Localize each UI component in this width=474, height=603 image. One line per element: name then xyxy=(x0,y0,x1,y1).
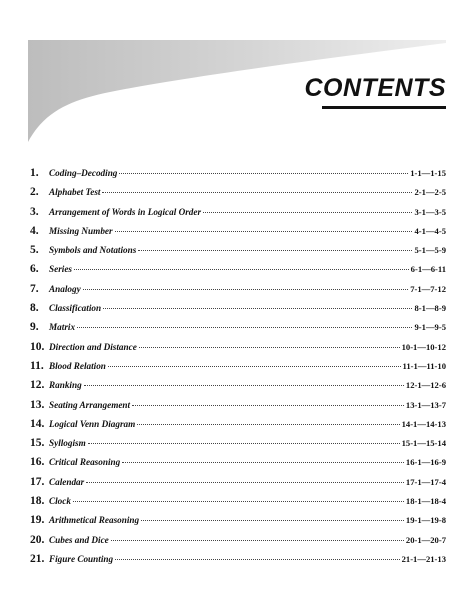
toc-entry-number: 5. xyxy=(30,244,39,257)
toc-dot-leader xyxy=(103,308,412,309)
toc-dot-leader xyxy=(88,443,400,444)
toc-dot-leader xyxy=(111,540,404,541)
toc-entry xyxy=(30,341,446,360)
toc-entry-page-range: 13-1—13-7 xyxy=(405,399,446,410)
toc-entry-title: Series xyxy=(49,264,72,275)
toc-entry xyxy=(30,244,446,263)
toc-entry-page-range: 6-1—6-11 xyxy=(410,264,446,275)
toc-entry-page-range: 9-1—9-5 xyxy=(414,322,446,333)
toc-dot-leader xyxy=(119,173,408,174)
toc-entry-page-range: 17-1—17-4 xyxy=(405,476,446,487)
toc-entry xyxy=(30,225,446,244)
toc-entry-title: Logical Venn Diagram xyxy=(49,418,136,429)
toc-entry-title: Figure Counting xyxy=(49,553,114,564)
toc-entry xyxy=(30,476,446,495)
toc-entry-title: Syllogism xyxy=(49,438,86,449)
toc-entry-page-range: 12-1—12-6 xyxy=(405,380,446,391)
toc-dot-leader xyxy=(132,405,404,406)
toc-dot-leader xyxy=(74,269,409,270)
toc-dot-leader xyxy=(108,366,401,367)
toc-dot-leader xyxy=(138,250,412,251)
toc-entry-page-range: 10-1—10-12 xyxy=(401,341,446,352)
toc-entry-title: Classification xyxy=(49,303,102,314)
toc-entry-number: 6. xyxy=(30,263,39,276)
toc-entry-number: 15. xyxy=(30,437,45,450)
toc-entry-title: Coding–Decoding xyxy=(49,168,118,178)
toc-entry-page-range: 19-1—19-8 xyxy=(405,515,446,526)
toc-entry-number: 14. xyxy=(30,417,45,430)
toc-entry-page-range: 2-1—2-5 xyxy=(414,187,446,198)
toc-entry-number: 16. xyxy=(30,456,45,469)
toc-entry-title: Critical Reasoning xyxy=(49,457,121,468)
toc-entry xyxy=(30,399,446,418)
toc-entry-number: 12. xyxy=(30,379,45,392)
toc-dot-leader xyxy=(115,559,400,560)
toc-dot-leader xyxy=(115,231,413,232)
toc-entry-number: 11. xyxy=(30,359,44,372)
toc-entry xyxy=(30,360,446,379)
toc-dot-leader xyxy=(77,327,412,328)
toc-entry xyxy=(30,514,446,533)
toc-entry xyxy=(30,437,446,456)
toc-entry-number: 4. xyxy=(30,224,39,237)
toc-entry xyxy=(30,167,446,186)
toc-entry-page-range: 7-1—7-12 xyxy=(410,283,446,294)
toc-entry xyxy=(30,283,446,302)
toc-entry-number: 17. xyxy=(30,475,45,488)
toc-entry-title: Direction and Distance xyxy=(49,341,137,352)
toc-entry xyxy=(30,553,446,572)
toc-entry-page-range: 20-1—20-7 xyxy=(405,534,446,545)
toc-entry-number: 9. xyxy=(30,321,39,334)
toc-dot-leader xyxy=(84,385,404,386)
toc-entry-number: 19. xyxy=(30,514,45,527)
toc-entry-title: Symbols and Notations xyxy=(49,245,137,256)
toc-entry-number: 20. xyxy=(30,533,45,546)
toc-entry-page-range: 3-1—3-5 xyxy=(414,206,446,217)
table-of-contents xyxy=(30,167,446,572)
toc-dot-leader xyxy=(137,424,399,425)
toc-entry-page-range: 16-1—16-9 xyxy=(405,457,446,468)
toc-entry-page-range: 8-1—8-9 xyxy=(414,303,446,314)
toc-entry-title: Alphabet Test xyxy=(49,187,101,198)
toc-entry xyxy=(30,418,446,437)
toc-entry-title: Matrix xyxy=(49,322,76,333)
toc-entry-title: Arithmetical Reasoning xyxy=(49,515,140,526)
title-underline xyxy=(322,106,446,109)
toc-entry-page-range: 15-1—15-14 xyxy=(401,438,446,449)
toc-entry-number: 8. xyxy=(30,302,39,315)
toc-entry xyxy=(30,321,446,340)
toc-entry-number: 3. xyxy=(30,205,39,218)
toc-entry-title: Clock xyxy=(49,496,71,507)
toc-entry-title: Calendar xyxy=(49,476,85,487)
toc-entry-title: Analogy xyxy=(49,283,81,294)
toc-entry xyxy=(30,379,446,398)
toc-entry-page-range: 1-1—1-15 xyxy=(410,168,446,178)
toc-entry xyxy=(30,456,446,475)
toc-entry-title: Arrangement of Words in Logical Order xyxy=(49,206,202,217)
toc-entry-page-range: 18-1—18-4 xyxy=(405,496,446,507)
toc-entry-number: 18. xyxy=(30,495,45,508)
toc-entry-page-range: 5-1—5-9 xyxy=(414,245,446,256)
toc-dot-leader xyxy=(203,212,412,213)
toc-dot-leader xyxy=(139,347,400,348)
toc-entry-title: Blood Relation xyxy=(49,360,106,371)
toc-entry-title: Cubes and Dice xyxy=(49,534,109,545)
toc-entry-title: Seating Arrangement xyxy=(49,399,131,410)
toc-entry xyxy=(30,495,446,514)
toc-entry xyxy=(30,302,446,321)
toc-dot-leader xyxy=(73,501,404,502)
page-title: CONTENTS xyxy=(304,74,446,102)
toc-entry-number: 1. xyxy=(30,167,39,179)
toc-entry-number: 7. xyxy=(30,282,39,295)
toc-dot-leader xyxy=(102,192,412,193)
toc-entry-page-range: 11-1—11-10 xyxy=(402,360,446,371)
toc-entry-title: Missing Number xyxy=(49,225,113,236)
toc-dot-leader xyxy=(86,482,404,483)
toc-entry xyxy=(30,206,446,225)
toc-entry xyxy=(30,186,446,205)
toc-entry-number: 10. xyxy=(30,340,45,353)
toc-dot-leader xyxy=(83,289,409,290)
toc-entry-title: Ranking xyxy=(49,380,82,391)
toc-entry-number: 13. xyxy=(30,398,45,411)
toc-entry-number: 2. xyxy=(30,186,39,199)
toc-dot-leader xyxy=(122,462,404,463)
toc-entry-page-range: 4-1—4-5 xyxy=(414,225,446,236)
toc-entry-page-range: 21-1—21-13 xyxy=(401,553,446,564)
toc-entry-number: 21. xyxy=(30,552,45,565)
toc-dot-leader xyxy=(141,520,404,521)
toc-entry-page-range: 14-1—14-13 xyxy=(401,418,446,429)
toc-entry xyxy=(30,534,446,553)
toc-entry xyxy=(30,263,446,282)
